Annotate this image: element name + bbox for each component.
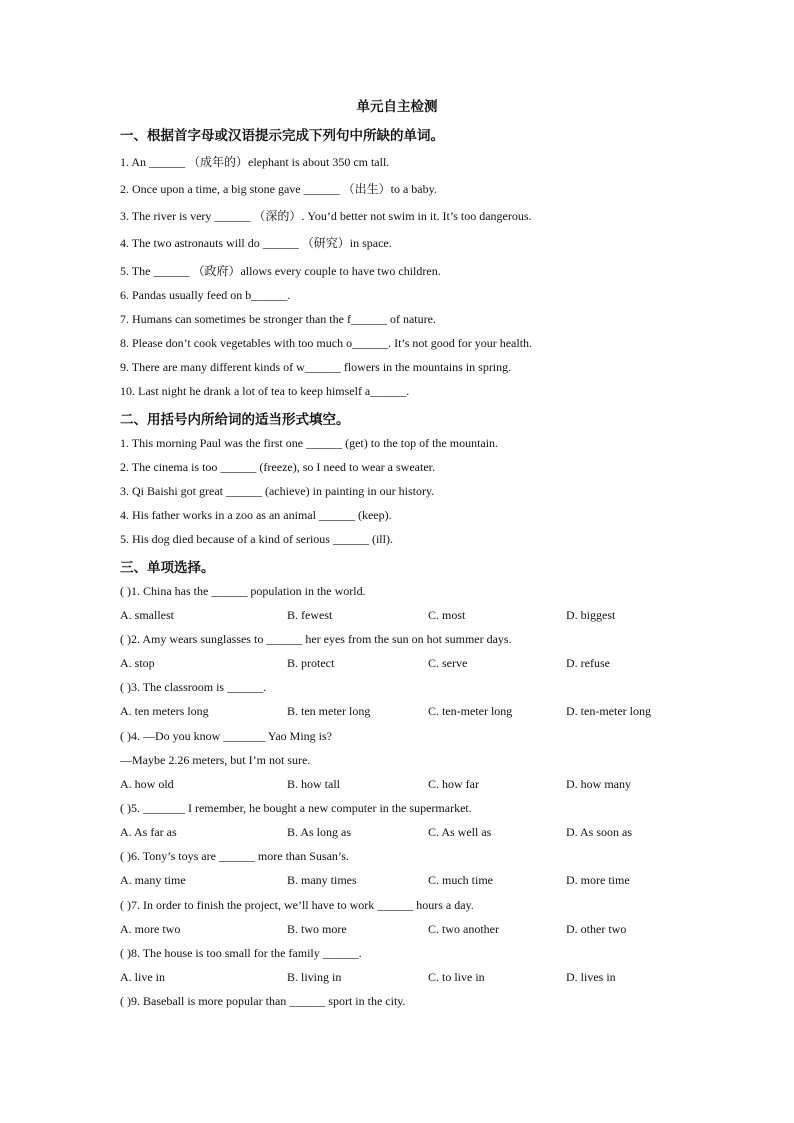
option-b: B. two more [287, 922, 347, 936]
option-b: B. ten meter long [287, 704, 371, 718]
section1-item: 1. An ______ （成年的）elephant is about 350 cm tall. [120, 155, 390, 169]
option-a: A. stop [120, 656, 155, 670]
page-title: 单元自主检测 [356, 99, 438, 115]
question-stem: ( )4. —Do you know _______ Yao Ming is? [120, 729, 333, 743]
question-stem: ( )1. China has the ______ population in the world. [120, 584, 366, 598]
option-d: D. biggest [566, 608, 616, 622]
option-c: C. ten-meter long [428, 704, 513, 718]
option-d: D. more time [566, 873, 630, 887]
section1-item: 8. Please don’t cook vegetables with too much o______. It’s not good for your health. [120, 336, 533, 350]
section2-heading: 二、用括号内所给词的适当形式填空。 [120, 412, 350, 428]
option-c: C. serve [428, 656, 468, 670]
option-a: A. As far as [120, 825, 177, 839]
option-a: A. more two [120, 922, 181, 936]
option-c: C. to live in [428, 970, 485, 984]
section1-item: 9. There are many different kinds of w______ flowers in the mountains in spring. [120, 360, 512, 374]
section1-item: 2. Once upon a time, a big stone gave ______ （出生）to a baby. [120, 182, 437, 196]
section2-item: 3. Qi Baishi got great ______ (achieve) in painting in our history. [120, 484, 435, 498]
option-c: C. how far [428, 777, 479, 791]
section1-item: 7. Humans can sometimes be stronger than the f______ of nature. [120, 312, 436, 326]
option-c: C. much time [428, 873, 493, 887]
section1-item: 3. The river is very ______ （深的）. You’d better not swim in it. It’s too dangerous. [120, 209, 532, 223]
option-d: D. lives in [566, 970, 616, 984]
section2-item: 4. His father works in a zoo as an animal ______ (keep). [120, 508, 392, 522]
question-stem: ( )2. Amy wears sunglasses to ______ her eyes from the sun on hot summer days. [120, 632, 512, 646]
option-b: B. how tall [287, 777, 340, 791]
option-b: B. fewest [287, 608, 333, 622]
option-b: B. many times [287, 873, 357, 887]
option-d: D. ten-meter long [566, 704, 651, 718]
option-d: D. how many [566, 777, 631, 791]
section3-heading: 三、单项选择。 [120, 560, 215, 576]
section1-item: 10. Last night he drank a lot of tea to keep himself a______. [120, 384, 410, 398]
option-a: A. how old [120, 777, 174, 791]
section1-item: 5. The ______ （政府）allows every couple to have two children. [120, 264, 441, 278]
question-stem: ( )5. _______ I remember, he bought a new computer in the supermarket. [120, 801, 472, 815]
section2-item: 2. The cinema is too ______ (freeze), so I need to wear a sweater. [120, 460, 435, 474]
option-c: C. two another [428, 922, 499, 936]
option-a: A. ten meters long [120, 704, 209, 718]
option-a: A. smallest [120, 608, 174, 622]
option-d: D. refuse [566, 656, 610, 670]
question-extra: —Maybe 2.26 meters, but I’m not sure. [120, 753, 311, 767]
question-stem: ( )8. The house is too small for the family ______. [120, 946, 362, 960]
option-d: D. As soon as [566, 825, 633, 839]
option-b: B. protect [287, 656, 335, 670]
question-stem: ( )6. Tony’s toys are ______ more than Susan’s. [120, 849, 349, 863]
question-stem: ( )3. The classroom is ______. [120, 680, 267, 694]
option-b: B. As long as [287, 825, 352, 839]
section2-item: 5. His dog died because of a kind of serious ______ (ill). [120, 532, 393, 546]
option-c: C. As well as [428, 825, 492, 839]
option-b: B. living in [287, 970, 342, 984]
option-d: D. other two [566, 922, 627, 936]
section1-heading: 一、根据首字母或汉语提示完成下列句中所缺的单词。 [120, 128, 444, 144]
option-c: C. most [428, 608, 466, 622]
section2-item: 1. This morning Paul was the first one ______ (get) to the top of the mountain. [120, 436, 499, 450]
question-stem: ( )7. In order to finish the project, we’ll have to work ______ hours a day. [120, 898, 474, 912]
section1-item: 6. Pandas usually feed on b______. [120, 288, 291, 302]
option-a: A. many time [120, 873, 186, 887]
section1-item: 4. The two astronauts will do ______ （研究）in space. [120, 236, 392, 250]
question-stem: ( )9. Baseball is more popular than ______ sport in the city. [120, 994, 406, 1008]
option-a: A. live in [120, 970, 165, 984]
